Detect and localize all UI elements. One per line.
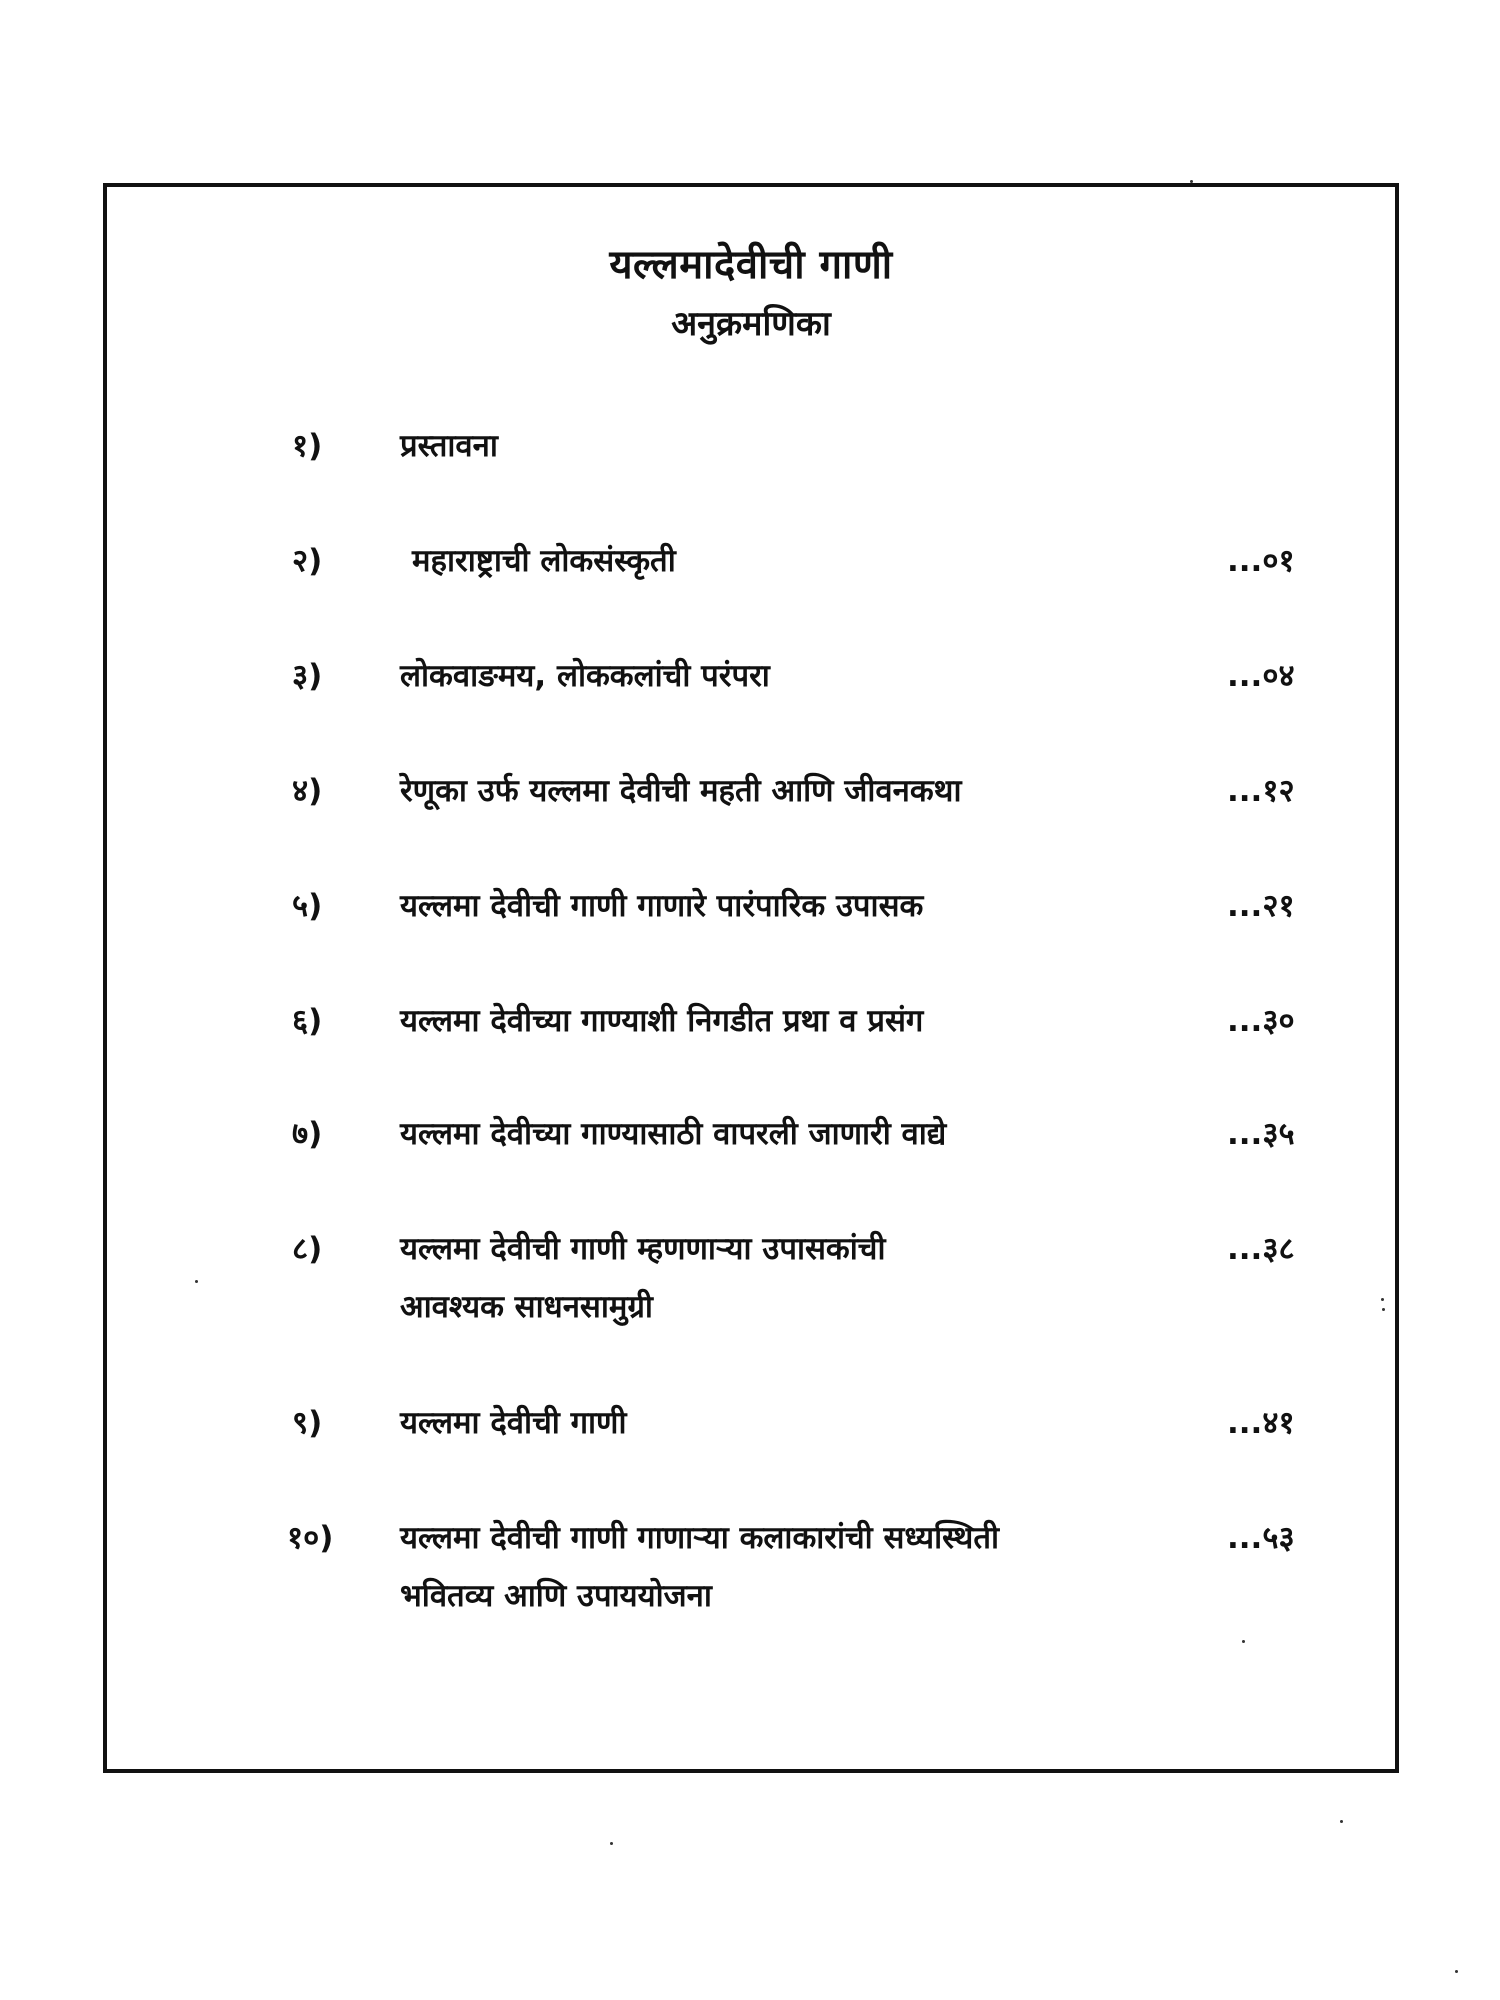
toc-entry-title-line: यल्लमा देवीची गाणी गाणारे पारंपारिक उपासक: [400, 888, 924, 924]
toc-entry-number: ५): [292, 888, 323, 924]
toc-entry-page: ...५३: [1227, 1520, 1295, 1556]
toc-entry-title-line: यल्लमा देवीची गाणी: [400, 1405, 627, 1441]
scan-speck: [1455, 1970, 1458, 1973]
toc-entry-page: ...३५: [1227, 1116, 1295, 1152]
toc-entry-title: [400, 1220, 1280, 1336]
toc-entry: [107, 647, 1395, 727]
scan-speck: [1340, 1820, 1343, 1823]
toc-entry-number: ४): [292, 773, 323, 809]
scan-speck: [1242, 1640, 1245, 1643]
toc-entry-title-line: महाराष्ट्राची लोकसंस्कृती: [412, 543, 676, 579]
toc-entry-page: ...०४: [1227, 658, 1295, 694]
toc-entry-number: १०): [287, 1520, 334, 1556]
toc-entry-page: ...३०: [1227, 1003, 1295, 1039]
content-border-frame: [103, 183, 1399, 1773]
toc-entry-title-line: यल्लमा देवीची गाणी म्हणणाऱ्या उपासकांची: [400, 1231, 886, 1267]
toc-entry-title-line: आवश्यक साधनसामुग्री: [400, 1289, 653, 1325]
page-subtitle: अनुक्रमणिका: [671, 304, 831, 344]
toc-entry-number: ३): [292, 658, 323, 694]
toc-entry-title: [400, 417, 1280, 475]
toc-entry-page: ...१२: [1227, 773, 1295, 809]
toc-entry-title: [400, 1394, 1280, 1452]
toc-entry-page: ...३८: [1227, 1231, 1295, 1267]
toc-entry: [107, 1220, 1395, 1325]
toc-entry-title-line: रेणूका उर्फ यल्लमा देवीची महती आणि जीवनकथा: [400, 773, 962, 809]
toc-entry: [107, 417, 1395, 497]
toc-entry-title: [400, 877, 1280, 935]
toc-entry-number: ८): [292, 1231, 323, 1267]
toc-entry-number: २): [292, 543, 323, 579]
toc-entry: [107, 762, 1395, 842]
scan-speck: [1382, 1308, 1385, 1311]
toc-entry: [107, 532, 1395, 612]
toc-entry: [107, 1394, 1395, 1474]
toc-entry-title: [400, 992, 1280, 1050]
toc-entry-title-line: प्रस्तावना: [400, 428, 498, 464]
page-title: यल्लमादेवीची गाणी: [609, 242, 893, 288]
scan-speck: [1190, 180, 1193, 183]
toc-entry-title: [400, 1105, 1280, 1163]
toc-entry-title: [400, 762, 1280, 820]
scan-speck: [195, 1280, 198, 1283]
toc-entry-title-line: लोकवाङमय, लोककलांची परंपरा: [400, 658, 770, 694]
toc-entry-number: ६): [292, 1003, 323, 1039]
toc-entry-title: [400, 647, 1280, 705]
toc-entry-title: [400, 1509, 1280, 1625]
toc-entry-page: ...०१: [1227, 543, 1295, 579]
toc-entry: [107, 1509, 1395, 1614]
toc-entry-title-line: यल्लमा देवीच्या गाण्याशी निगडीत प्रथा व प्रसंग: [400, 1003, 924, 1039]
toc-entry-page: ...४१: [1227, 1405, 1295, 1441]
toc-entry: [107, 877, 1395, 957]
toc-entry-title-line: यल्लमा देवीच्या गाण्यासाठी वापरली जाणारी वाद्ये: [400, 1116, 947, 1152]
toc-entry: [107, 992, 1395, 1072]
toc-entry-number: ९): [292, 1405, 323, 1441]
toc-entry-page: ...२१: [1227, 888, 1295, 924]
toc-entry: [107, 1105, 1395, 1185]
toc-entry-title-line: यल्लमा देवीची गाणी गाणाऱ्या कलाकारांची सध्यस्थिती: [400, 1520, 1000, 1556]
toc-entry-title-line: भवितव्य आणि उपाययोजना: [400, 1578, 712, 1614]
toc-entry-number: १): [292, 428, 323, 464]
toc-entry-title: [412, 532, 1292, 590]
toc-entry-number: ७): [292, 1116, 323, 1152]
scan-speck: [610, 1842, 613, 1845]
scan-speck: [1381, 1298, 1384, 1301]
